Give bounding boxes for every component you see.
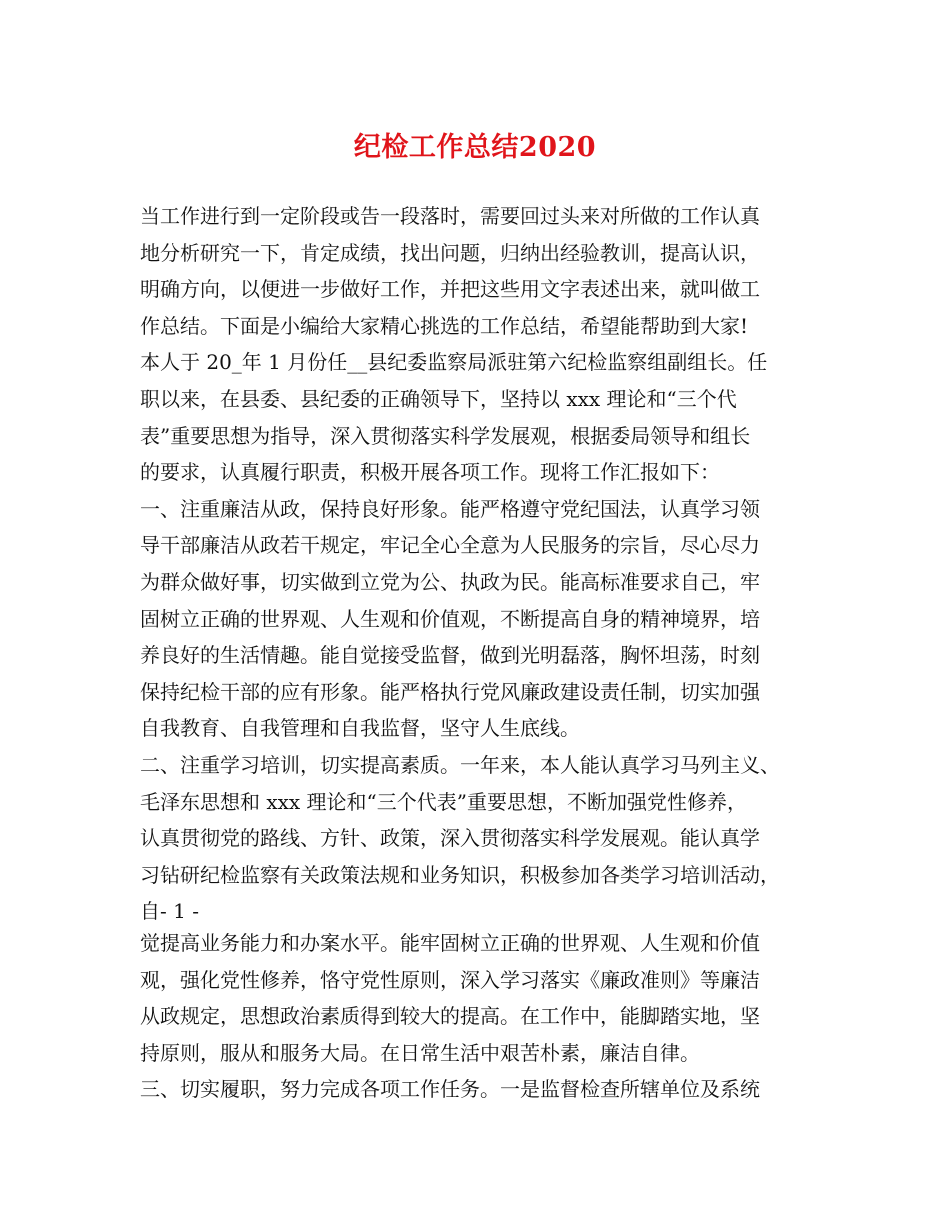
document-body-page-two xyxy=(140,925,840,1108)
text-line: 地分析研究一下，肯定成绩，找出问题，归纳出经验教训，提高认识， xyxy=(140,240,760,265)
text-line: 保持纪检干部的应有形象。能严格执行党风廉政建设责任制，切实加强 xyxy=(140,679,760,704)
text-line: 观，强化党性修养，恪守党性原则，深入学习落实《廉政准则》等廉洁 xyxy=(140,967,760,992)
text-line: 表”重要思想为指导，深入贯彻落实科学发展观，根据委局领导和组长 xyxy=(140,423,751,448)
text-line: 从政规定，思想政治素质得到较大的提高。在工作中，能脚踏实地，坚 xyxy=(140,1004,760,1029)
text-line: 为群众做好事，切实做到立党为公、执政为民。能高标准要求自己，牢 xyxy=(140,569,760,594)
text-line: 职以来，在县委、县纪委的正确领导下，坚持以 xxx 理论和“三个代 xyxy=(140,386,737,411)
text-line: 习钻研纪检监察有关政策法规和业务知识，积极参加各类学习培训活动， xyxy=(140,862,780,887)
text-line: 固树立正确的世界观、人生观和价值观，不断提高自身的精神境界，培 xyxy=(140,606,760,631)
document-title: 纪检工作总结2020 xyxy=(353,132,597,163)
text-line: 觉提高业务能力和办案水平。能牢固树立正确的世界观、人生观和价值 xyxy=(140,931,760,955)
text-line: 三、切实履职，努力完成各项工作任务。一是监督检查所辖单位及系统 xyxy=(140,1077,760,1102)
text-line: 养良好的生活情趣。能自觉接受监督，做到光明磊落，胸怀坦荡，时刻 xyxy=(140,643,760,668)
text-line: 明确方向，以便进一步做好工作，并把这些用文字表述出来，就叫做工 xyxy=(140,277,760,302)
page-number: 自- 1 - xyxy=(140,899,199,924)
text-line: 毛泽东思想和 xxx 理论和“三个代表”重要思想，不断加强党性修养， xyxy=(140,789,748,814)
text-line: 二、注重学习培训，切实提高素质。一年来，本人能认真学习马列主义、 xyxy=(140,752,780,777)
text-line: 一、注重廉洁从政，保持良好形象。能严格遵守党纪国法，认真学习领 xyxy=(140,496,760,521)
text-line: 作总结。下面是小编给大家精心挑选的工作总结，希望能帮助到大家! xyxy=(140,313,749,338)
text-line: 自我教育、自我管理和自我监督，坚守人生底线。 xyxy=(140,716,580,741)
text-line: 认真贯彻党的路线、方针、政策，深入贯彻落实科学发展观。能认真学 xyxy=(140,826,760,851)
text-line: 本人于 20_年 1 月份任__县纪委监察局派驻第六纪检监察组副组长。任 xyxy=(140,350,768,375)
text-line: 当工作进行到一定阶段或告一段落时，需要回过头来对所做的工作认真 xyxy=(140,204,760,228)
text-line: 持原则，服从和服务大局。在日常生活中艰苦朴素，廉洁自律。 xyxy=(140,1040,700,1065)
text-line: 导干部廉洁从政若干规定，牢记全心全意为人民服务的宗旨，尽心尽力 xyxy=(140,533,760,558)
text-line: 的要求，认真履行职责，积极开展各项工作。现将工作汇报如下： xyxy=(140,460,720,485)
document-body-page-one xyxy=(140,198,840,930)
